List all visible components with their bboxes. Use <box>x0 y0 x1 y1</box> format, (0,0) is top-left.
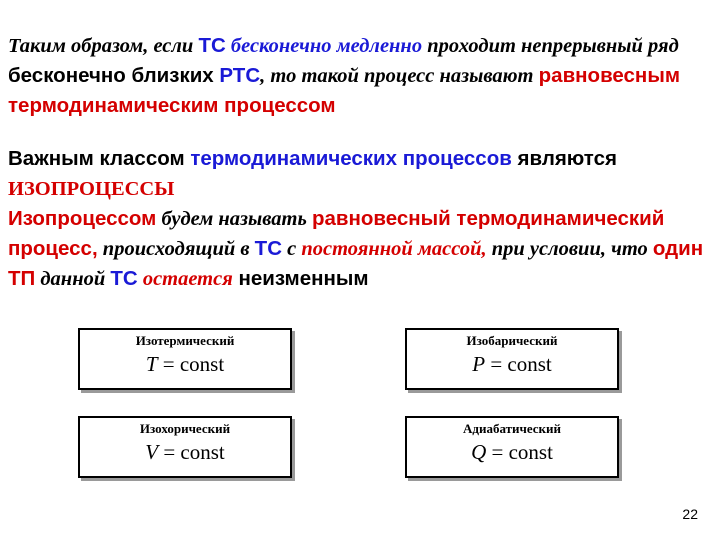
term-isoprocesses: ИЗОПРОЦЕССЫ <box>8 178 175 200</box>
text-span: являются <box>511 147 617 170</box>
term-ts: ТС <box>254 237 282 260</box>
term-remains: остается <box>137 268 233 290</box>
text-span: будем называть <box>156 208 312 230</box>
text-span: происходящий в <box>97 238 255 260</box>
term-thermo-processes: термодинамических процессов <box>190 147 512 170</box>
isothermal-box <box>78 328 292 390</box>
box-caption: Изотермический <box>135 333 235 348</box>
formula-variable: T <box>145 352 158 376</box>
formula-variable: Q <box>471 440 487 464</box>
box-caption: Изобарический <box>466 333 558 348</box>
adiabatic-box <box>405 416 619 478</box>
formula-variable: P <box>472 352 486 376</box>
isochoric-box <box>78 416 292 478</box>
box-formula <box>407 351 617 377</box>
term-ts: ТС <box>110 267 138 290</box>
text-span: данной <box>35 268 111 290</box>
formula-rest: = const <box>486 440 553 464</box>
formula-rest: = const <box>158 440 225 464</box>
text-span: с <box>282 238 302 260</box>
text-span: , то такой процесс называют <box>260 65 539 87</box>
text-span: бесконечно близких <box>8 64 220 87</box>
text-span: Важным классом <box>8 147 191 170</box>
term-infinitely-slow: бесконечно медленно <box>225 35 423 57</box>
isoprocess-paragraph <box>8 144 714 294</box>
box-caption: Адиабатический <box>463 421 561 436</box>
box-formula <box>80 439 290 465</box>
text-span: проходит непрерывный ряд <box>422 35 679 57</box>
term-rts: РТС <box>219 64 261 87</box>
text-span: неизменным <box>232 267 369 290</box>
box-formula <box>407 439 617 465</box>
term-constant-mass: постоянной массой, <box>301 238 487 260</box>
text-span: при условии, что <box>486 238 653 260</box>
definition-paragraph <box>8 31 714 121</box>
box-formula <box>80 351 290 377</box>
isobaric-box <box>405 328 619 390</box>
term-one-tp: один ТП <box>8 237 704 290</box>
box-caption: Изохорический <box>139 421 231 436</box>
formula-rest: = const <box>157 352 225 376</box>
formula-variable: V <box>145 440 159 464</box>
formula-rest: = const <box>485 352 552 376</box>
page-number: 22 <box>682 506 698 522</box>
term-ts: ТС <box>198 34 226 57</box>
term-isoprocess: Изопроцессом <box>8 207 157 230</box>
term-equilibrium-process: равновесным термодинамическим процессом <box>8 64 680 117</box>
term-equilibrium: равновесный термодинамический процесс, <box>8 207 665 260</box>
text-span: Таким образом, если <box>8 35 199 57</box>
